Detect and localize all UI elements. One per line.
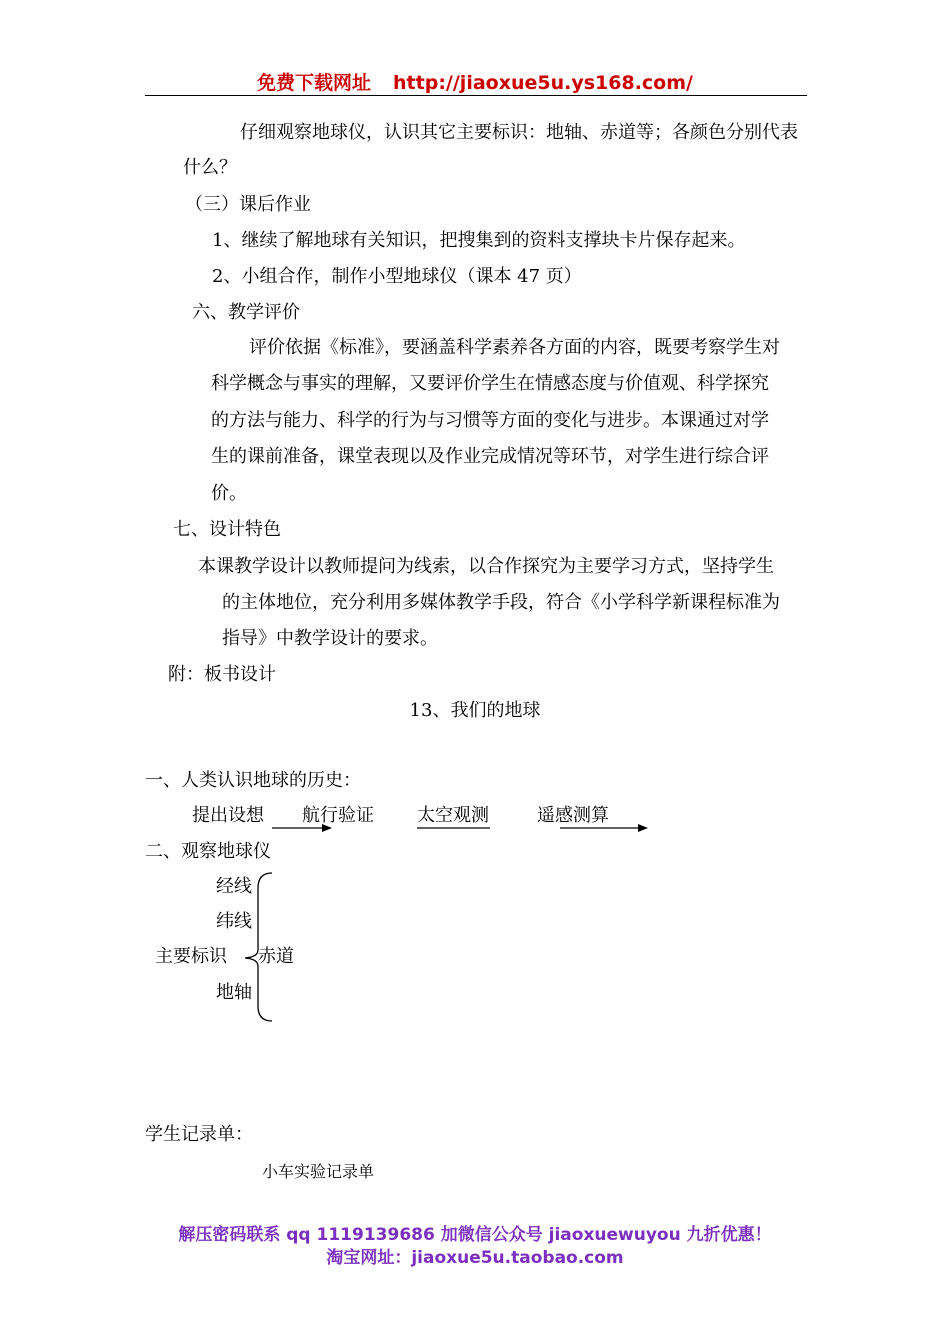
- design-line: 指导》中教学设计的要求。: [222, 628, 438, 649]
- design-heading: 七、设计特色: [173, 519, 281, 540]
- paragraph-observe-line1: 仔细观察地球仪，认识其它主要标识：地轴、赤道等；各颜色分别代表: [240, 122, 798, 143]
- record-title: 小车实验记录单: [262, 1162, 375, 1181]
- appendix-label: 附：板书设计: [168, 664, 276, 685]
- evaluation-line: 价。: [211, 483, 247, 504]
- mark-item: 经线: [216, 876, 252, 897]
- brace-icon: [245, 873, 272, 1021]
- homework-item-1: 1、继续了解地球有关知识，把搜集到的资料支撑块卡片保存起来。: [212, 230, 746, 251]
- design-line: 的主体地位，充分利用多媒体教学手段，符合《小学科学新课程标准为: [222, 592, 780, 613]
- arrow-icon: [560, 824, 648, 832]
- history-heading: 一、人类认识地球的历史：: [145, 770, 361, 791]
- header-label: 免费下载网址: [257, 72, 372, 94]
- evaluation-line: 科学概念与事实的理解，又要评价学生在情感态度与价值观、科学探究: [211, 373, 769, 394]
- evaluation-heading: 六、教学评价: [192, 302, 300, 323]
- paragraph-observe-line2: 什么？: [183, 157, 237, 178]
- evaluation-line: 评价依据《标准》，要涵盖科学素养各方面的内容，既要考察学生对: [249, 337, 780, 358]
- arrow-icon: [272, 824, 332, 832]
- homework-item-2: 2、小组合作，制作小型地球仪（课本 47 页）: [212, 266, 582, 287]
- design-line: 本课教学设计以教师提问为线索，以合作探究为主要学习方式，坚持学生: [198, 556, 774, 577]
- main-marks-label: 主要标识: [155, 946, 227, 967]
- history-step: 航行验证: [302, 805, 374, 826]
- header-url-link[interactable]: http://jiaoxue5u.ys168.com/: [393, 72, 693, 94]
- footer-contact: 解压密码联系 qq 1119139686 加微信公众号 jiaoxuewuyou 九折优惠！: [178, 1225, 772, 1245]
- history-step: 提出设想: [192, 805, 264, 826]
- homework-heading: （三）课后作业: [185, 194, 311, 215]
- history-step: 太空观测: [417, 805, 489, 826]
- mark-item: 纬线: [216, 911, 252, 932]
- evaluation-line: 的方法与能力、科学的行为与习惯等方面的变化与进步。本课通过对学: [211, 410, 769, 431]
- evaluation-line: 生的课前准备，课堂表现以及作业完成情况等环节，对学生进行综合评: [211, 446, 769, 467]
- history-step: 遥感测算: [537, 805, 609, 826]
- footer-taobao-link[interactable]: 淘宝网址：jiaoxue5u.taobao.com: [326, 1248, 624, 1268]
- mark-item: 赤道: [258, 946, 294, 967]
- observe-heading: 二、观察地球仪: [145, 841, 271, 862]
- record-heading: 学生记录单：: [145, 1124, 253, 1145]
- mark-item: 地轴: [216, 982, 252, 1003]
- board-title: 13、我们的地球: [409, 700, 541, 721]
